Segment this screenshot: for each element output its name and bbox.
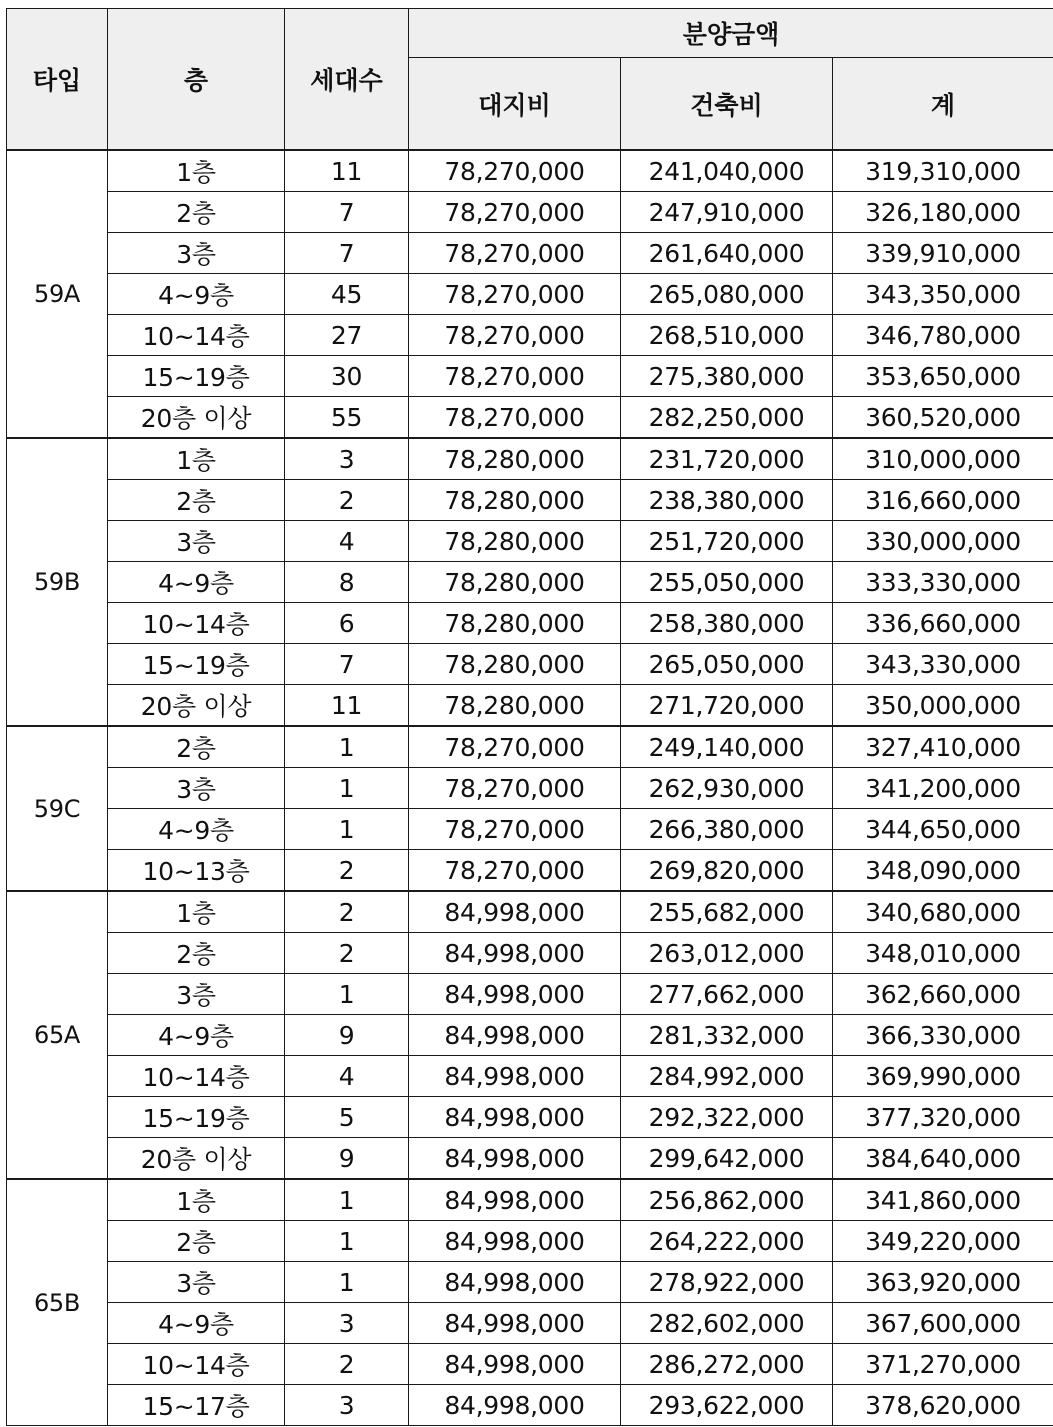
land-price-cell: 84,998,000 (409, 933, 621, 974)
total-price-cell: 353,650,000 (833, 356, 1053, 397)
land-price-cell: 84,998,000 (409, 1221, 621, 1262)
land-price-cell: 78,270,000 (409, 315, 621, 356)
units-cell: 2 (285, 1344, 409, 1385)
header-units: 세대수 (285, 9, 409, 151)
floor-cell: 15~17층 (108, 1385, 285, 1426)
floor-cell: 4~9층 (108, 562, 285, 603)
land-price-cell: 84,998,000 (409, 1138, 621, 1180)
floor-cell: 15~19층 (108, 1097, 285, 1138)
header-floor: 층 (108, 9, 285, 151)
units-cell: 1 (285, 1179, 409, 1221)
table-row (7, 1262, 1053, 1303)
floor-cell: 10~14층 (108, 1056, 285, 1097)
building-price-cell: 251,720,000 (621, 521, 833, 562)
land-price-cell: 84,998,000 (409, 1056, 621, 1097)
floor-cell: 20층 이상 (108, 1138, 285, 1180)
table-row (7, 562, 1053, 603)
table-header (7, 9, 1053, 151)
floor-cell: 2층 (108, 933, 285, 974)
total-price-cell: 366,330,000 (833, 1015, 1053, 1056)
units-cell: 27 (285, 315, 409, 356)
floor-cell: 3층 (108, 974, 285, 1015)
building-price-cell: 275,380,000 (621, 356, 833, 397)
total-price-cell: 378,620,000 (833, 1385, 1053, 1426)
building-price-cell: 265,080,000 (621, 274, 833, 315)
land-price-cell: 78,270,000 (409, 768, 621, 809)
land-price-cell: 78,280,000 (409, 644, 621, 685)
units-cell: 7 (285, 192, 409, 233)
land-price-cell: 78,280,000 (409, 603, 621, 644)
land-price-cell: 84,998,000 (409, 1385, 621, 1426)
total-price-cell: 362,660,000 (833, 974, 1053, 1015)
header-price-group: 분양금액 (409, 9, 1053, 58)
table-row (7, 480, 1053, 521)
building-price-cell: 262,930,000 (621, 768, 833, 809)
total-price-cell: 363,920,000 (833, 1262, 1053, 1303)
land-price-cell: 78,270,000 (409, 150, 621, 192)
table-row (7, 1138, 1053, 1180)
table-row (7, 1179, 1053, 1221)
land-price-cell: 78,270,000 (409, 356, 621, 397)
building-price-cell: 284,992,000 (621, 1056, 833, 1097)
floor-cell: 10~14층 (108, 1344, 285, 1385)
total-price-cell: 341,200,000 (833, 768, 1053, 809)
total-price-cell: 333,330,000 (833, 562, 1053, 603)
land-price-cell: 84,998,000 (409, 1344, 621, 1385)
floor-cell: 4~9층 (108, 809, 285, 850)
building-price-cell: 238,380,000 (621, 480, 833, 521)
building-price-cell: 249,140,000 (621, 726, 833, 768)
table-row (7, 233, 1053, 274)
land-price-cell: 78,280,000 (409, 480, 621, 521)
units-cell: 1 (285, 726, 409, 768)
header-type: 타입 (7, 9, 108, 151)
building-price-cell: 277,662,000 (621, 974, 833, 1015)
building-price-cell: 231,720,000 (621, 438, 833, 480)
table-row (7, 603, 1053, 644)
table-row (7, 192, 1053, 233)
total-price-cell: 371,270,000 (833, 1344, 1053, 1385)
land-price-cell: 78,270,000 (409, 726, 621, 768)
floor-cell: 10~14층 (108, 603, 285, 644)
header-building: 건축비 (621, 58, 833, 151)
floor-cell: 2층 (108, 480, 285, 521)
building-price-cell: 281,332,000 (621, 1015, 833, 1056)
land-price-cell: 78,270,000 (409, 192, 621, 233)
units-cell: 2 (285, 891, 409, 933)
floor-cell: 1층 (108, 891, 285, 933)
total-price-cell: 326,180,000 (833, 192, 1053, 233)
table-row (7, 891, 1053, 933)
units-cell: 1 (285, 1262, 409, 1303)
units-cell: 3 (285, 1303, 409, 1344)
building-price-cell: 269,820,000 (621, 850, 833, 892)
land-price-cell: 84,998,000 (409, 1015, 621, 1056)
floor-cell: 1층 (108, 438, 285, 480)
floor-cell: 2층 (108, 1221, 285, 1262)
units-cell: 3 (285, 438, 409, 480)
building-price-cell: 268,510,000 (621, 315, 833, 356)
floor-cell: 1층 (108, 1179, 285, 1221)
units-cell: 4 (285, 521, 409, 562)
land-price-cell: 84,998,000 (409, 974, 621, 1015)
type-cell: 65B (7, 1179, 108, 1426)
total-price-cell: 350,000,000 (833, 685, 1053, 727)
type-cell: 59C (7, 726, 108, 891)
land-price-cell: 84,998,000 (409, 1179, 621, 1221)
floor-cell: 3층 (108, 521, 285, 562)
price-table (6, 8, 1053, 1426)
building-price-cell: 241,040,000 (621, 150, 833, 192)
table-row (7, 315, 1053, 356)
land-price-cell: 78,270,000 (409, 274, 621, 315)
total-price-cell: 316,660,000 (833, 480, 1053, 521)
total-price-cell: 341,860,000 (833, 1179, 1053, 1221)
table-row (7, 1344, 1053, 1385)
table-row (7, 644, 1053, 685)
table-body (7, 150, 1053, 1426)
floor-cell: 15~19층 (108, 356, 285, 397)
floor-cell: 10~13층 (108, 850, 285, 892)
units-cell: 2 (285, 933, 409, 974)
building-price-cell: 265,050,000 (621, 644, 833, 685)
table-row (7, 150, 1053, 192)
land-price-cell: 84,998,000 (409, 1303, 621, 1344)
building-price-cell: 292,322,000 (621, 1097, 833, 1138)
total-price-cell: 348,090,000 (833, 850, 1053, 892)
header-total: 계 (833, 58, 1053, 151)
building-price-cell: 282,602,000 (621, 1303, 833, 1344)
building-price-cell: 264,222,000 (621, 1221, 833, 1262)
table-row (7, 1221, 1053, 1262)
table-row (7, 438, 1053, 480)
total-price-cell: 343,330,000 (833, 644, 1053, 685)
land-price-cell: 78,270,000 (409, 850, 621, 892)
floor-cell: 2층 (108, 726, 285, 768)
total-price-cell: 384,640,000 (833, 1138, 1053, 1180)
table-row (7, 726, 1053, 768)
units-cell: 4 (285, 1056, 409, 1097)
table-row (7, 274, 1053, 315)
building-price-cell: 293,622,000 (621, 1385, 833, 1426)
floor-cell: 4~9층 (108, 1015, 285, 1056)
units-cell: 9 (285, 1015, 409, 1056)
units-cell: 45 (285, 274, 409, 315)
land-price-cell: 78,280,000 (409, 685, 621, 727)
floor-cell: 15~19층 (108, 644, 285, 685)
floor-cell: 4~9층 (108, 274, 285, 315)
units-cell: 11 (285, 150, 409, 192)
table-row (7, 809, 1053, 850)
total-price-cell: 344,650,000 (833, 809, 1053, 850)
units-cell: 30 (285, 356, 409, 397)
table-row (7, 521, 1053, 562)
table-row (7, 685, 1053, 727)
table-row (7, 1097, 1053, 1138)
units-cell: 9 (285, 1138, 409, 1180)
land-price-cell: 78,280,000 (409, 521, 621, 562)
units-cell: 2 (285, 480, 409, 521)
total-price-cell: 339,910,000 (833, 233, 1053, 274)
type-cell: 59B (7, 438, 108, 726)
header-land: 대지비 (409, 58, 621, 151)
building-price-cell: 282,250,000 (621, 397, 833, 439)
units-cell: 1 (285, 1221, 409, 1262)
table-row (7, 1303, 1053, 1344)
units-cell: 5 (285, 1097, 409, 1138)
total-price-cell: 340,680,000 (833, 891, 1053, 933)
land-price-cell: 78,270,000 (409, 233, 621, 274)
floor-cell: 20층 이상 (108, 685, 285, 727)
building-price-cell: 271,720,000 (621, 685, 833, 727)
units-cell: 1 (285, 809, 409, 850)
floor-cell: 3층 (108, 768, 285, 809)
total-price-cell: 319,310,000 (833, 150, 1053, 192)
floor-cell: 3층 (108, 1262, 285, 1303)
total-price-cell: 330,000,000 (833, 521, 1053, 562)
land-price-cell: 78,270,000 (409, 809, 621, 850)
units-cell: 2 (285, 850, 409, 892)
table-row (7, 1056, 1053, 1097)
table-row (7, 933, 1053, 974)
table-row (7, 397, 1053, 439)
units-cell: 55 (285, 397, 409, 439)
table-row (7, 768, 1053, 809)
table-row (7, 850, 1053, 892)
table-row (7, 1015, 1053, 1056)
units-cell: 1 (285, 768, 409, 809)
building-price-cell: 299,642,000 (621, 1138, 833, 1180)
land-price-cell: 78,270,000 (409, 397, 621, 439)
building-price-cell: 255,050,000 (621, 562, 833, 603)
total-price-cell: 369,990,000 (833, 1056, 1053, 1097)
floor-cell: 4~9층 (108, 1303, 285, 1344)
floor-cell: 2층 (108, 192, 285, 233)
total-price-cell: 336,660,000 (833, 603, 1053, 644)
total-price-cell: 348,010,000 (833, 933, 1053, 974)
units-cell: 11 (285, 685, 409, 727)
total-price-cell: 360,520,000 (833, 397, 1053, 439)
land-price-cell: 78,280,000 (409, 438, 621, 480)
units-cell: 1 (285, 974, 409, 1015)
total-price-cell: 367,600,000 (833, 1303, 1053, 1344)
total-price-cell: 327,410,000 (833, 726, 1053, 768)
land-price-cell: 84,998,000 (409, 1262, 621, 1303)
land-price-cell: 84,998,000 (409, 891, 621, 933)
building-price-cell: 256,862,000 (621, 1179, 833, 1221)
total-price-cell: 377,320,000 (833, 1097, 1053, 1138)
type-cell: 59A (7, 150, 108, 438)
floor-cell: 1층 (108, 150, 285, 192)
total-price-cell: 349,220,000 (833, 1221, 1053, 1262)
land-price-cell: 78,280,000 (409, 562, 621, 603)
units-cell: 8 (285, 562, 409, 603)
type-cell: 65A (7, 891, 108, 1179)
building-price-cell: 261,640,000 (621, 233, 833, 274)
units-cell: 7 (285, 233, 409, 274)
building-price-cell: 278,922,000 (621, 1262, 833, 1303)
units-cell: 6 (285, 603, 409, 644)
units-cell: 3 (285, 1385, 409, 1426)
total-price-cell: 310,000,000 (833, 438, 1053, 480)
units-cell: 7 (285, 644, 409, 685)
table-row (7, 1385, 1053, 1426)
building-price-cell: 258,380,000 (621, 603, 833, 644)
land-price-cell: 84,998,000 (409, 1097, 621, 1138)
table-row (7, 974, 1053, 1015)
total-price-cell: 343,350,000 (833, 274, 1053, 315)
table-row (7, 356, 1053, 397)
building-price-cell: 266,380,000 (621, 809, 833, 850)
building-price-cell: 263,012,000 (621, 933, 833, 974)
floor-cell: 20층 이상 (108, 397, 285, 439)
building-price-cell: 247,910,000 (621, 192, 833, 233)
floor-cell: 10~14층 (108, 315, 285, 356)
floor-cell: 3층 (108, 233, 285, 274)
building-price-cell: 286,272,000 (621, 1344, 833, 1385)
total-price-cell: 346,780,000 (833, 315, 1053, 356)
building-price-cell: 255,682,000 (621, 891, 833, 933)
